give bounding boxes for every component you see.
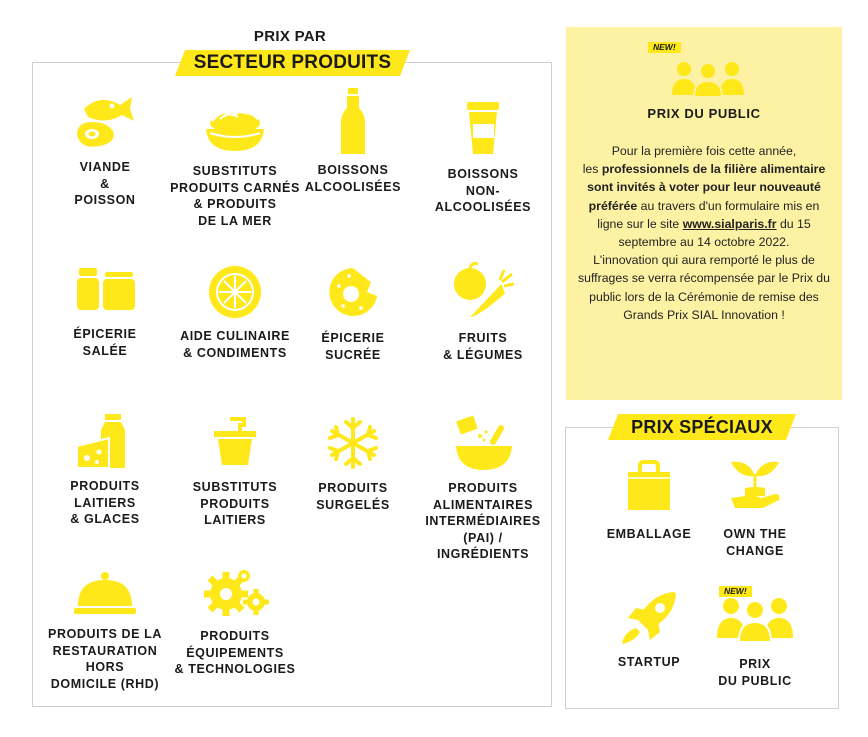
gears-icon [200, 566, 270, 618]
category-label: PRODUITS DE LA RESTAURATION HORS DOMICILE (RHD) [48, 627, 162, 691]
category-epicerie-sucree[interactable] [288, 266, 418, 363]
bowl-icon [200, 103, 270, 155]
dairy-icon [75, 412, 135, 472]
category-label: PRODUITS ALIMENTAIRES INTERMÉDIAIRES (PAI) / INGRÉDIENTS [425, 481, 541, 561]
text-line: L'innovation qui aura remporté le plus de suffrages se verra récompensée par le Prix du public lors de la Cérémonie de remise des Grands Prix SIAL Innovation ! [578, 253, 830, 322]
fruits-icon [450, 262, 516, 322]
special-label: STARTUP [617, 655, 681, 669]
category-label: AIDE CULINAIRE & CONDIMENTS [180, 329, 290, 360]
text-line: au travers d'un formulaire mis en ligne sur le site [597, 198, 820, 231]
people-icon [717, 592, 793, 644]
category-boissons-alcoolisees[interactable] [288, 86, 418, 195]
category-boissons-non-alcoolisees[interactable] [418, 100, 548, 216]
category-label: PRODUITS SURGELÉS [316, 481, 390, 512]
special-label: OWN THE CHANGE [723, 527, 787, 558]
special-label: PRIX DU PUBLIC [718, 657, 792, 688]
prix-speciaux-banner: PRIX SPÉCIAUX [618, 414, 786, 440]
category-epicerie-salee[interactable] [40, 266, 170, 359]
people-icon [670, 57, 746, 97]
category-label: ÉPICERIE SUCRÉE [321, 331, 385, 362]
category-substituts-laitiers[interactable] [170, 417, 300, 529]
plant-hand-icon [727, 456, 783, 512]
bag-icon [626, 460, 672, 512]
ingredients-icon [450, 414, 516, 472]
category-label: FRUITS & LÉGUMES [443, 331, 523, 362]
new-badge: NEW! [719, 586, 752, 597]
text-line: les [582, 162, 602, 177]
special-prix-du-public[interactable] [690, 586, 820, 689]
special-own-the-change[interactable] [690, 456, 820, 559]
category-label: SUBSTITUTS PRODUITS LAITIERS [192, 480, 278, 527]
rocket-icon [620, 590, 678, 646]
new-badge: NEW! [648, 42, 681, 53]
cup-icon [465, 100, 501, 156]
bottle-icon [333, 86, 373, 156]
category-label: ÉPICERIE SALÉE [73, 327, 137, 358]
cloche-icon [72, 570, 138, 616]
category-fruits-legumes[interactable] [418, 262, 548, 363]
category-equipements[interactable] [170, 566, 300, 678]
prix-du-public-title: PRIX DU PUBLIC [647, 106, 761, 121]
category-label: PRODUITS ÉQUIPEMENTS & TECHNOLOGIES [174, 629, 296, 676]
category-rhd[interactable] [40, 570, 170, 692]
secteur-banner: SECTEUR PRODUITS [185, 50, 400, 76]
category-pai-ingredients[interactable] [418, 414, 548, 563]
category-substituts-carnes[interactable] [170, 103, 300, 229]
yogurt-icon [210, 417, 260, 467]
category-label: VIANDE & POISSON [74, 160, 136, 207]
meat-fish-icon [70, 93, 140, 153]
special-label: EMBALLAGE [606, 527, 692, 541]
pie-icon [207, 264, 263, 320]
text-line: Pour la première fois cette année, [611, 144, 797, 158]
category-surgeles[interactable] [288, 416, 418, 513]
prix-du-public-box [566, 27, 842, 400]
category-aide-culinaire[interactable] [170, 264, 300, 361]
jars-icon [73, 266, 137, 312]
prix-du-public-text [576, 142, 832, 324]
category-label: PRODUITS LAITIERS & GLACES [70, 479, 140, 526]
category-label: SUBSTITUTS PRODUITS CARNÉS & PRODUITS DE LA MER [170, 164, 300, 228]
text-line: du 15 septembre au 14 octobre 2022. [618, 216, 811, 250]
category-label: BOISSONS ALCOOLISÉES [304, 163, 402, 194]
category-viande-poisson[interactable] [40, 93, 170, 209]
donut-icon [327, 266, 379, 318]
sialparis-link[interactable]: www.sialparis.fr [682, 216, 777, 231]
category-label: BOISSONS NON- ALCOOLISÉES [434, 167, 532, 214]
category-produits-laitiers[interactable] [40, 412, 170, 528]
snowflake-icon [326, 416, 380, 470]
text-bold: professionnels de la filière alimentaire sont invités à voter pour leur nouveauté préférée [587, 162, 826, 213]
secteur-title-top: PRIX PAR [253, 28, 327, 45]
